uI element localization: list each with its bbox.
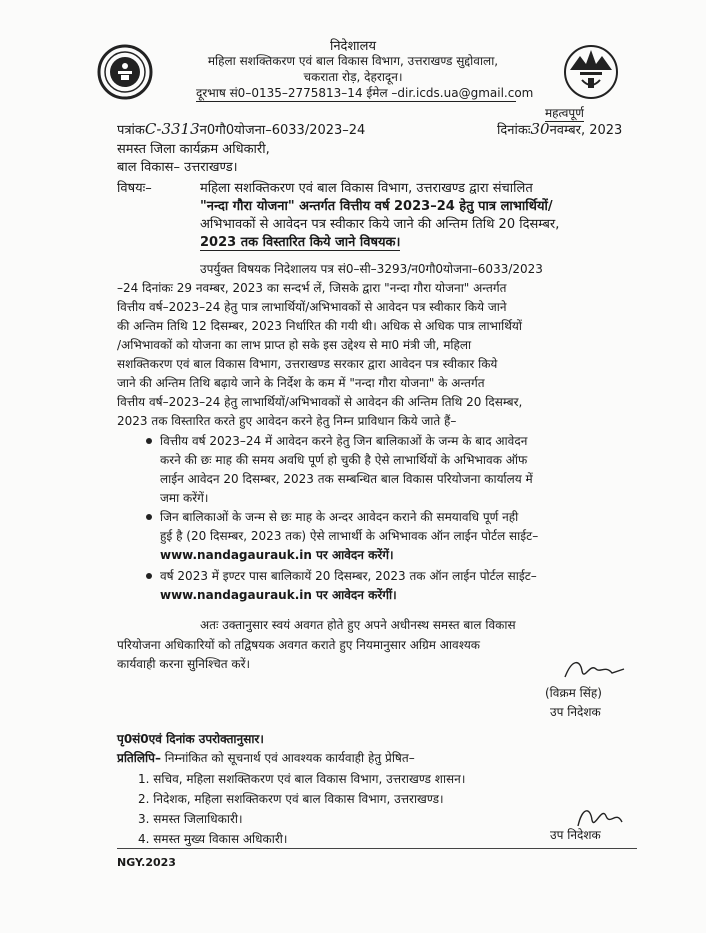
para1-line-4: की अन्तिम तिथि 12 दिसम्बर, 2023 निर्धारित की गयी थी। अधिक से अधिक पात्र लाभार्थियों — [117, 319, 522, 333]
para1-line-5: /अभिभावकों को योजना का लाभ प्राप्त हो सके इस उद्देश्य से मा0 मंत्री जी, महिला — [117, 338, 472, 352]
org-name: निदेशालय — [329, 39, 377, 54]
para1-line-9: 2023 तक विस्तारित करते हुए आवेदन करने हेतु निम्न प्राविधान किये जाते हैं– — [117, 414, 457, 428]
para2-line-1: अतः उक्तानुसार स्वयं अवगत होते हुए अपने अधीनस्थ समस्त बाल विकास — [200, 618, 516, 632]
signature-scribble — [560, 655, 630, 685]
bullet1-line-1: वित्तीय वर्ष 2023–24 में आवेदन करने हेतु जिन बालिकाओं के जन्म के बाद आवेदन — [160, 434, 528, 448]
patrank-handwritten: C-3313 — [144, 120, 200, 138]
para1-line-8: वित्तीय वर्ष–2023–24 हेतु लाभार्थियों/अभिभावकों से आवेदन की अन्तिम तिथि 20 दिसम्बर, — [117, 395, 523, 409]
signatory-title-2: उप निदेशक — [550, 828, 601, 842]
subject-line-2: "नन्दा गौरा योजना" अन्तर्गत वित्तीय वर्ष 2023–24 हेतु पात्र लाभार्थियों/ — [200, 199, 553, 214]
para1-line-7: जाने की अन्तिम तिथि बढ़ाये जाने के निर्देश के कम में "नन्दा गौरा योजना" के अन्तर्गत — [117, 376, 485, 390]
date-rest: नवम्बर, 2023 — [549, 123, 623, 138]
copy-intro-text: निम्नांकित को सूचनार्थ एवं आवश्यक कार्यवाही हेतु प्रेषित– — [164, 751, 415, 765]
bullet2-line-2: हुई है (20 दिसम्बर, 2023 तक) ऐसे लाभार्थी के अभिभावक ऑन लाईन पोर्टल साईट– — [160, 529, 539, 543]
contact-line: दूरभाष सं0–0135–2775813–14 ईमेल –dir.icds.ua@gmail.com — [196, 86, 534, 100]
para1-line-1: उपर्युक्त विषयक निदेशालय पत्र सं0–सी–3293/न0गौ0योजना–6033/2023 — [200, 262, 543, 276]
bullet-dot — [146, 514, 152, 520]
patrank-prefix: पत्रांक — [117, 123, 145, 138]
subject-label: विषयः– — [117, 181, 152, 196]
copy-item-4: 4. समस्त मुख्य विकास अधिकारी। — [138, 832, 288, 846]
uttarakhand-emblem-icon — [562, 40, 620, 102]
recipient-line-2: बाल विकास– उत्तराखण्ड। — [117, 160, 238, 175]
para2-line-2: परियोजना अधिकारियों को तद्विषयक अवगत कराते हुए नियमानुसार अग्रिम आवश्यक — [117, 638, 481, 652]
bullet1-line-3: लाईन आवेदन 20 दिसम्बर, 2023 तक सम्बन्धित बाल विकास परियोजना कार्यालय में — [160, 472, 533, 486]
address-line: चकराता रोड़, देहरादून। — [303, 70, 403, 84]
signatory-name: (विक्रम सिंह) — [545, 686, 602, 700]
bullet3-line-2: www.nandagaurauk.in पर आवेदन करेंगीं। — [160, 588, 397, 602]
para1-line-6: सशक्तिकरण एवं बाल विकास विभाग, उत्तराखण्ड सरकार द्वारा आवेदन पत्र स्वीकार किये — [117, 357, 498, 371]
date-handwritten: 30 — [530, 120, 550, 138]
bullet2-line-1: जिन बालिकाओं के जन्म से छः माह के अन्दर आवेदन कराने की समयावधि पूर्ण नही — [160, 510, 519, 524]
patrank-line — [117, 120, 365, 138]
date-prefix: दिनांकः — [497, 123, 531, 138]
subject-line-1: महिला सशक्तिकरण एवं बाल विकास विभाग, उत्तराखण्ड द्वारा संचालित — [200, 181, 533, 196]
para1-line-2: –24 दिनांकः 29 नवम्बर, 2023 का सन्दर्भ लें, जिसके द्वारा "नन्दा गौरा योजना" अन्तर्गत — [117, 281, 507, 295]
copy-intro — [117, 749, 415, 766]
copy-reference: पृ0सं0एवं दिनांक उपरोक्तानुसार। — [117, 732, 264, 746]
bullet1-line-4: जमा करेंगें। — [160, 491, 209, 505]
subject-line-4: 2023 तक विस्तारित किये जाने विषयक। — [200, 232, 400, 251]
bullet-dot — [146, 573, 152, 579]
important-label: महत्वपूर्ण — [545, 106, 584, 120]
date-line — [497, 120, 622, 138]
copy-item-2: 2. निदेशक, महिला सशक्तिकरण एवं बाल विकास विभाग, उत्तराखण्ड। — [138, 792, 444, 806]
patrank-rest: न0गौ0योजना–6033/2023–24 — [199, 123, 366, 138]
copy-item-3: 3. समस्त जिलाधिकारी। — [138, 812, 243, 826]
bullet3-line-1: वर्ष 2023 में इण्टर पास बालिकायें 20 दिसम्बर, 2023 तक ऑन लाईन पोर्टल साईट– — [160, 569, 537, 583]
signatory-title: उप निदेशक — [550, 705, 601, 719]
department-emblem-icon — [97, 44, 153, 100]
copy-item-1: 1. सचिव, महिला सशक्तिकरण एवं बाल विकास विभाग, उत्तराखण्ड शासन। — [138, 772, 466, 786]
footer-divider — [117, 848, 637, 849]
para1-line-3: वित्तीय वर्ष–2023–24 हेतु पात्र लाभार्थियों/अभिभावकों से आवेदन पत्र स्वीकार किये जाने — [117, 300, 507, 314]
bullet-dot — [146, 438, 152, 444]
bullet2-line-3: www.nandagaurauk.in पर आवेदन करेंगें। — [160, 548, 394, 562]
copy-label: प्रतिलिपि– — [117, 751, 161, 765]
bullet1-line-2: करने की छः माह की समय अवधि पूर्ण हो चुकी है ऐसे लाभार्थियों के अभिभावक ऑफ — [160, 453, 528, 467]
subject-line-3: अभिभावकों से आवेदन पत्र स्वीकार किये जाने की अन्तिम तिथि 20 दिसम्बर, — [200, 217, 560, 232]
footer-code: NGY.2023 — [117, 856, 176, 869]
para2-line-3: कार्यवाही करना सुनिश्चित करें। — [117, 657, 251, 671]
department-line: महिला सशक्तिकरण एवं बाल विकास विभाग, उत्तराखण्ड सुद्दोवाला, — [207, 54, 499, 68]
recipient-line-1: समस्त जिला कार्यक्रम अधिकारी, — [117, 142, 270, 157]
